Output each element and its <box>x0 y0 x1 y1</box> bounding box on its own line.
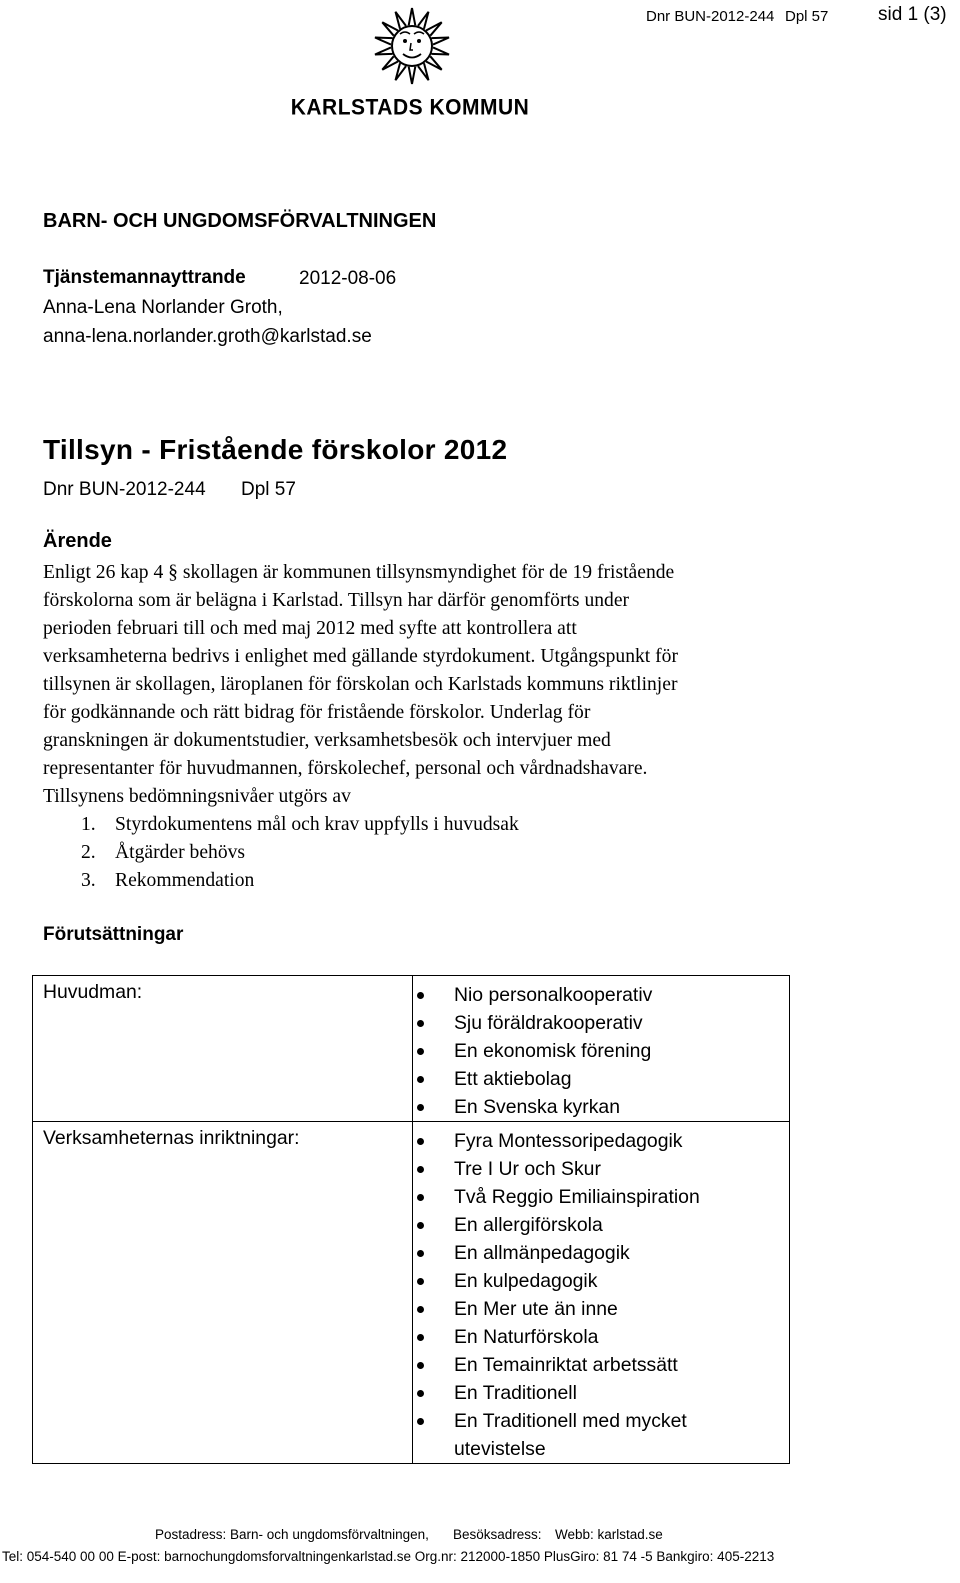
memo-author: Anna-Lena Norlander Groth, <box>43 297 283 318</box>
list-item: En ekonomisk förening <box>413 1037 789 1065</box>
list-item: Två Reggio Emiliainspiration <box>413 1183 789 1211</box>
sun-ray <box>375 47 393 54</box>
level-item <box>43 867 943 895</box>
arende-body <box>43 559 943 895</box>
sun-ray <box>418 12 429 29</box>
page-title: Tillsyn - Fristående förskolor 2012 <box>43 434 508 465</box>
footer-contact: Tel: 054-540 00 00 E-post: barnochungdomsforvaltningenkarlstad.se Org.nr: 212000-1850 PlusGiro: 81 74 -5 Bankgiro: 405-2213 <box>2 1549 775 1564</box>
list-item: En Temainriktat arbetssätt <box>413 1351 789 1379</box>
list-item: En Naturförskola <box>413 1323 789 1351</box>
footer-web: Webb: karlstad.se <box>555 1527 663 1542</box>
arende-line: Tillsynens bedömningsnivåer utgörs av <box>43 786 351 807</box>
inriktning-cell <box>413 1122 790 1464</box>
memo-kind: Tjänstemannayttrande <box>43 267 246 288</box>
list-item: Fyra Montessoripedagogik <box>413 1127 789 1155</box>
level-number: 2. <box>81 842 96 863</box>
subtitle-dnr: Dnr BUN-2012-244 <box>43 479 206 500</box>
arende-line: tillsynen är skollagen, läroplanen för förskolan och Karlstads kommuns riktlinjer <box>43 674 678 695</box>
list-item: En Svenska kyrkan <box>413 1093 789 1121</box>
level-text: Åtgärder behövs <box>115 842 246 863</box>
list-item: Ett aktiebolag <box>413 1065 789 1093</box>
arende-heading: Ärende <box>43 530 112 552</box>
forutsattningar-heading: Förutsättningar <box>43 924 184 945</box>
arende-line: perioden februari till och med maj 2012 med syfte att kontrollera att <box>43 618 577 639</box>
list-item: En kulpedagogik <box>413 1267 789 1295</box>
arende-line: granskningen är dokumentstudier, verksamhetsbesök och intervjuer med <box>43 730 611 751</box>
huvudman-cell <box>413 976 790 1122</box>
inriktning-list <box>413 1127 789 1463</box>
huvudman-list <box>413 981 789 1121</box>
level-number: 1. <box>81 814 96 835</box>
memo-email: anna-lena.norlander.groth@karlstad.se <box>43 326 372 347</box>
logo-text: KARLSTADS KOMMUN <box>290 95 530 120</box>
level-number: 3. <box>81 870 96 891</box>
header-dnr: Dnr BUN-2012-244 <box>646 8 775 25</box>
sun-face-icon <box>290 4 530 96</box>
level-item <box>43 811 943 839</box>
list-item: Nio personalkooperativ <box>413 981 789 1009</box>
arende-line: representanter för huvudmannen, förskolechef, personal och vårdnadshavare. <box>43 758 648 779</box>
sun-ray <box>432 38 450 45</box>
list-item: En Traditionell <box>413 1379 789 1407</box>
sun-ray <box>409 8 416 25</box>
sun-ray <box>375 38 393 45</box>
arende-line: förskolorna som är belägna i Karlstad. Tillsyn har därför genomförts under <box>43 590 630 611</box>
subtitle-dpl: Dpl 57 <box>241 479 296 500</box>
table-row <box>33 976 790 1122</box>
sun-ray <box>409 67 416 84</box>
memo-date: 2012-08-06 <box>299 268 397 289</box>
department-name: BARN- OCH UNGDOMSFÖRVALTNINGEN <box>43 210 437 232</box>
list-item: En allmänpedagogik <box>413 1239 789 1267</box>
level-text: Rekommendation <box>115 870 255 891</box>
table-row <box>33 1122 790 1464</box>
footer-visit: Besöksadress: <box>453 1527 542 1542</box>
list-item: En Traditionell med mycket utevistelse <box>413 1407 754 1463</box>
huvudman-label: Huvudman: <box>33 976 413 1122</box>
list-item: Sju föräldrakooperativ <box>413 1009 789 1037</box>
karlstad-logo <box>290 4 530 126</box>
list-item: En Mer ute än inne <box>413 1295 789 1323</box>
sun-ray <box>418 63 429 80</box>
list-item: Tre I Ur och Skur <box>413 1155 789 1183</box>
list-item: En allergiförskola <box>413 1211 789 1239</box>
sun-ray <box>432 47 450 54</box>
prerequisites-table <box>32 975 790 1464</box>
arende-line: verksamheterna bedrivs i enlighet med gällande styrdokument. Utgångspunkt för <box>43 646 678 667</box>
arende-line: för godkännande och rätt bidrag för fristående förskolor. Underlag för <box>43 702 591 723</box>
footer-postal: Postadress: Barn- och ungdomsförvaltningen, <box>155 1527 429 1542</box>
sun-ray <box>396 12 407 29</box>
level-item <box>43 839 943 867</box>
level-text: Styrdokumentens mål och krav uppfylls i huvudsak <box>115 814 519 835</box>
sun-ray <box>396 63 407 80</box>
header-dpl: Dpl 57 <box>785 8 829 25</box>
arende-line: Enligt 26 kap 4 § skollagen är kommunen tillsynsmyndighet för de 19 fristående <box>43 562 675 583</box>
inriktning-label: Verksamheternas inriktningar: <box>33 1122 413 1464</box>
page-number: sid 1 (3) <box>878 4 947 25</box>
